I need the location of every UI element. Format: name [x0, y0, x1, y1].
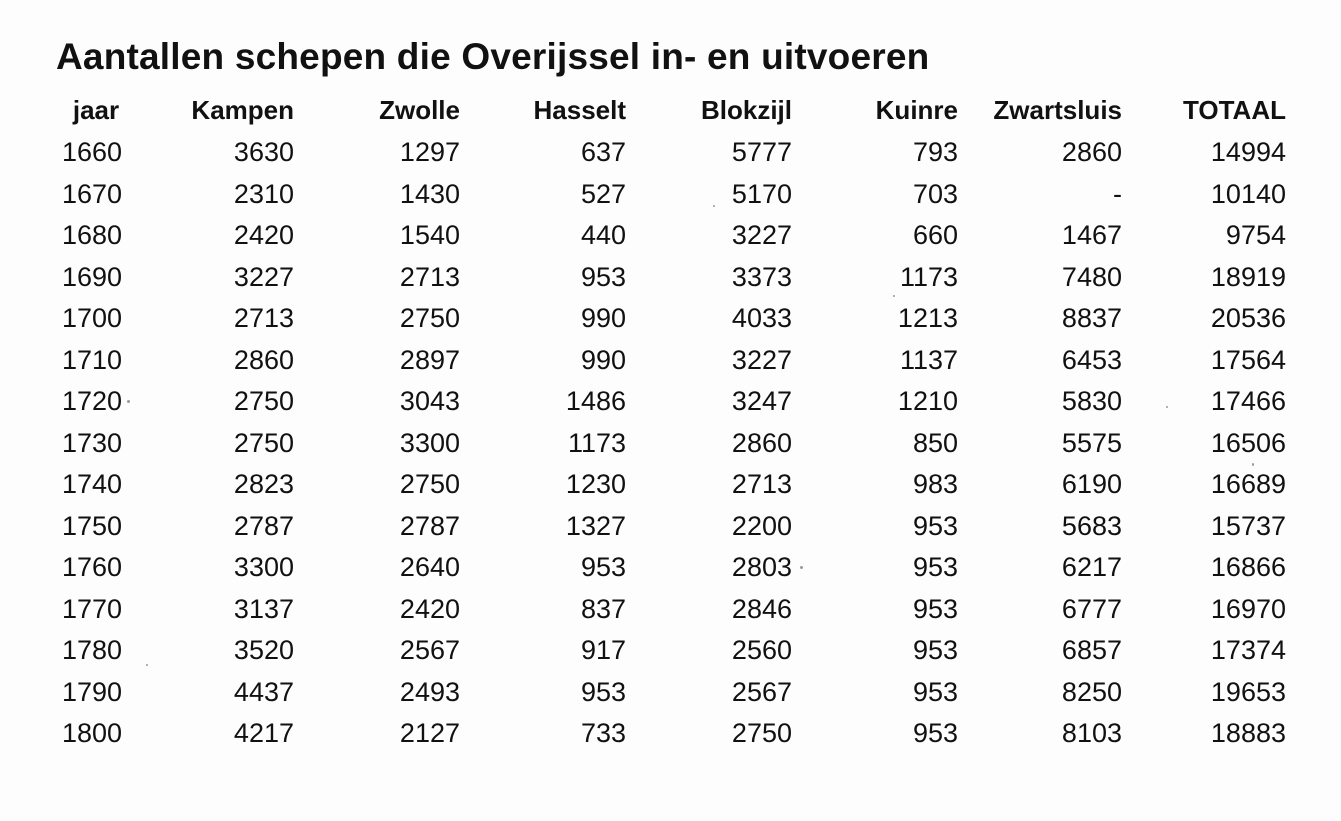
cell-totaal: 17374	[1210, 635, 1286, 666]
cell-zwolle: 2750	[399, 469, 460, 500]
cell-jaar: 1750	[62, 510, 123, 541]
cell-hasselt: 527	[580, 178, 626, 209]
cell-totaal: 16506	[1210, 427, 1286, 458]
cell-kuinre: 953	[912, 593, 958, 624]
cell-totaal: 17564	[1210, 344, 1286, 375]
cell-jaar: 1780	[62, 635, 123, 666]
cell-blokzijl: 3227	[731, 344, 792, 375]
cell-hasselt: 733	[580, 718, 626, 749]
cell-zwartsluis: 8837	[1061, 303, 1122, 334]
cell-zwartsluis: 2860	[1061, 137, 1122, 168]
cell-totaal: 18919	[1210, 261, 1286, 292]
cell-zwolle: 1430	[399, 178, 460, 209]
cell-zwolle: 1540	[399, 220, 460, 251]
cell-kampen: 3227	[233, 261, 294, 292]
cell-jaar: 1670	[62, 178, 123, 209]
page-title: Aantallen schepen die Overijssel in- en uitvoeren	[56, 36, 930, 77]
column-header-blokzijl: Blokzijl	[700, 94, 792, 125]
ships-table	[56, 88, 1286, 755]
cell-kuinre: 1137	[899, 344, 958, 375]
cell-jaar: 1790	[62, 676, 123, 707]
cell-hasselt: 837	[580, 593, 626, 624]
cell-zwolle: 2750	[399, 303, 460, 334]
cell-totaal: 15737	[1210, 510, 1286, 541]
cell-totaal: 20536	[1210, 303, 1286, 334]
column-header-totaal: TOTAAL	[1182, 94, 1286, 125]
cell-kampen: 3630	[233, 137, 294, 168]
table-row	[56, 630, 1286, 672]
cell-zwartsluis: 5830	[1061, 386, 1122, 417]
cell-kuinre: 953	[912, 635, 958, 666]
table-row	[56, 298, 1286, 340]
cell-jaar: 1800	[62, 718, 123, 749]
cell-hasselt: 637	[580, 137, 626, 168]
column-header-kampen: Kampen	[191, 94, 294, 125]
table-row	[56, 713, 1286, 755]
cell-blokzijl: 4033	[731, 303, 792, 334]
cell-hasselt: 440	[580, 220, 626, 251]
table-row	[56, 672, 1286, 714]
cell-zwartsluis: 7480	[1061, 261, 1122, 292]
cell-zwartsluis: 6857	[1061, 635, 1122, 666]
cell-blokzijl: 2567	[731, 676, 792, 707]
cell-blokzijl: 3373	[731, 261, 792, 292]
cell-kuinre: 953	[912, 552, 958, 583]
cell-zwolle: 2127	[399, 718, 460, 749]
scan-speck	[713, 205, 715, 207]
cell-blokzijl: 3247	[731, 386, 792, 417]
cell-kampen: 2860	[233, 344, 294, 375]
cell-kuinre: 953	[912, 676, 958, 707]
cell-jaar: 1760	[62, 552, 123, 583]
cell-zwartsluis: 8250	[1061, 676, 1122, 707]
cell-zwartsluis: 5683	[1061, 510, 1122, 541]
cell-zwartsluis: 8103	[1061, 718, 1122, 749]
cell-kuinre: 703	[912, 178, 958, 209]
table-row	[56, 464, 1286, 506]
cell-kuinre: 983	[912, 469, 958, 500]
cell-hasselt: 917	[580, 635, 626, 666]
cell-kampen: 2823	[233, 469, 294, 500]
cell-zwartsluis: 6777	[1061, 593, 1122, 624]
table-row	[56, 257, 1286, 299]
table-header-row	[56, 88, 1286, 132]
cell-kampen: 3137	[233, 593, 294, 624]
cell-totaal: 9754	[1225, 220, 1286, 251]
cell-jaar: 1720	[62, 386, 123, 417]
cell-zwolle: 2420	[399, 593, 460, 624]
cell-hasselt: 1327	[565, 510, 626, 541]
cell-hasselt: 1173	[567, 427, 626, 458]
cell-hasselt: 1486	[565, 386, 626, 417]
cell-zwolle: 3300	[399, 427, 460, 458]
cell-blokzijl: 2803	[731, 552, 792, 583]
table-row	[56, 589, 1286, 631]
cell-kuinre: 850	[912, 427, 958, 458]
scan-speck	[127, 400, 130, 403]
cell-blokzijl: 2750	[731, 718, 792, 749]
table-row	[56, 547, 1286, 589]
cell-zwartsluis: 6453	[1061, 344, 1122, 375]
cell-kampen: 2310	[233, 178, 294, 209]
table-row	[56, 506, 1286, 548]
table-row	[56, 174, 1286, 216]
table-row	[56, 423, 1286, 465]
cell-jaar: 1740	[62, 469, 123, 500]
table-row	[56, 215, 1286, 257]
scan-speck	[800, 566, 803, 569]
cell-kampen: 4217	[233, 718, 294, 749]
cell-kampen: 3520	[233, 635, 294, 666]
cell-blokzijl: 5170	[731, 178, 792, 209]
cell-totaal: 18883	[1210, 718, 1286, 749]
cell-kampen: 3300	[233, 552, 294, 583]
cell-kampen: 2750	[233, 427, 294, 458]
cell-hasselt: 1230	[565, 469, 626, 500]
scan-speck	[1166, 406, 1168, 408]
cell-jaar: 1690	[62, 261, 123, 292]
cell-blokzijl: 3227	[731, 220, 792, 251]
cell-blokzijl: 2846	[731, 593, 792, 624]
cell-zwolle: 2567	[399, 635, 460, 666]
cell-zwolle: 2640	[399, 552, 460, 583]
cell-hasselt: 953	[580, 261, 626, 292]
cell-blokzijl: 2860	[731, 427, 792, 458]
cell-jaar: 1680	[62, 220, 123, 251]
cell-blokzijl: 2713	[731, 469, 792, 500]
cell-blokzijl: 2560	[731, 635, 792, 666]
cell-zwartsluis: 1467	[1061, 220, 1122, 251]
cell-zwolle: 2713	[399, 261, 460, 292]
cell-totaal: 16866	[1210, 552, 1286, 583]
cell-kuinre: 953	[912, 718, 958, 749]
cell-hasselt: 953	[580, 676, 626, 707]
table-row	[56, 132, 1286, 174]
table-body	[56, 132, 1286, 755]
cell-blokzijl: 2200	[731, 510, 792, 541]
cell-kampen: 4437	[233, 676, 294, 707]
cell-kampen: 2713	[233, 303, 294, 334]
cell-zwartsluis: -	[1113, 178, 1122, 209]
table-row	[56, 381, 1286, 423]
cell-zwolle: 2493	[399, 676, 460, 707]
column-header-zwartsluis: Zwartsluis	[993, 94, 1122, 125]
table-row	[56, 340, 1286, 382]
column-header-kuinre: Kuinre	[875, 94, 958, 125]
column-header-zwolle: Zwolle	[379, 94, 460, 125]
cell-zwartsluis: 6190	[1061, 469, 1122, 500]
cell-zwolle: 2897	[399, 344, 460, 375]
cell-kampen: 2420	[233, 220, 294, 251]
scan-speck	[146, 664, 148, 666]
cell-jaar: 1710	[62, 344, 123, 375]
cell-kuinre: 953	[912, 510, 958, 541]
column-header-hasselt: Hasselt	[533, 94, 626, 125]
cell-zwolle: 1297	[399, 137, 460, 168]
cell-zwolle: 2787	[399, 510, 460, 541]
cell-jaar: 1770	[62, 593, 123, 624]
cell-hasselt: 990	[580, 344, 626, 375]
column-header-jaar: jaar	[72, 94, 120, 125]
cell-jaar: 1730	[62, 427, 123, 458]
cell-kuinre: 1210	[897, 386, 958, 417]
scan-speck	[1252, 463, 1254, 466]
cell-kuinre: 793	[912, 137, 958, 168]
cell-blokzijl: 5777	[731, 137, 792, 168]
cell-hasselt: 990	[580, 303, 626, 334]
cell-zwartsluis: 6217	[1061, 552, 1122, 583]
cell-totaal: 16689	[1210, 469, 1286, 500]
cell-kampen: 2787	[233, 510, 294, 541]
cell-totaal: 16970	[1210, 593, 1286, 624]
cell-kampen: 2750	[233, 386, 294, 417]
scan-speck	[893, 295, 895, 297]
cell-jaar: 1700	[62, 303, 123, 334]
cell-zwolle: 3043	[399, 386, 460, 417]
cell-kuinre: 1173	[899, 261, 958, 292]
cell-kuinre: 1213	[897, 303, 958, 334]
cell-zwartsluis: 5575	[1061, 427, 1122, 458]
cell-totaal: 19653	[1210, 676, 1286, 707]
cell-totaal: 17466	[1210, 386, 1286, 417]
cell-hasselt: 953	[580, 552, 626, 583]
cell-kuinre: 660	[912, 220, 958, 251]
cell-jaar: 1660	[62, 137, 123, 168]
cell-totaal: 14994	[1210, 137, 1286, 168]
cell-totaal: 10140	[1210, 178, 1286, 209]
